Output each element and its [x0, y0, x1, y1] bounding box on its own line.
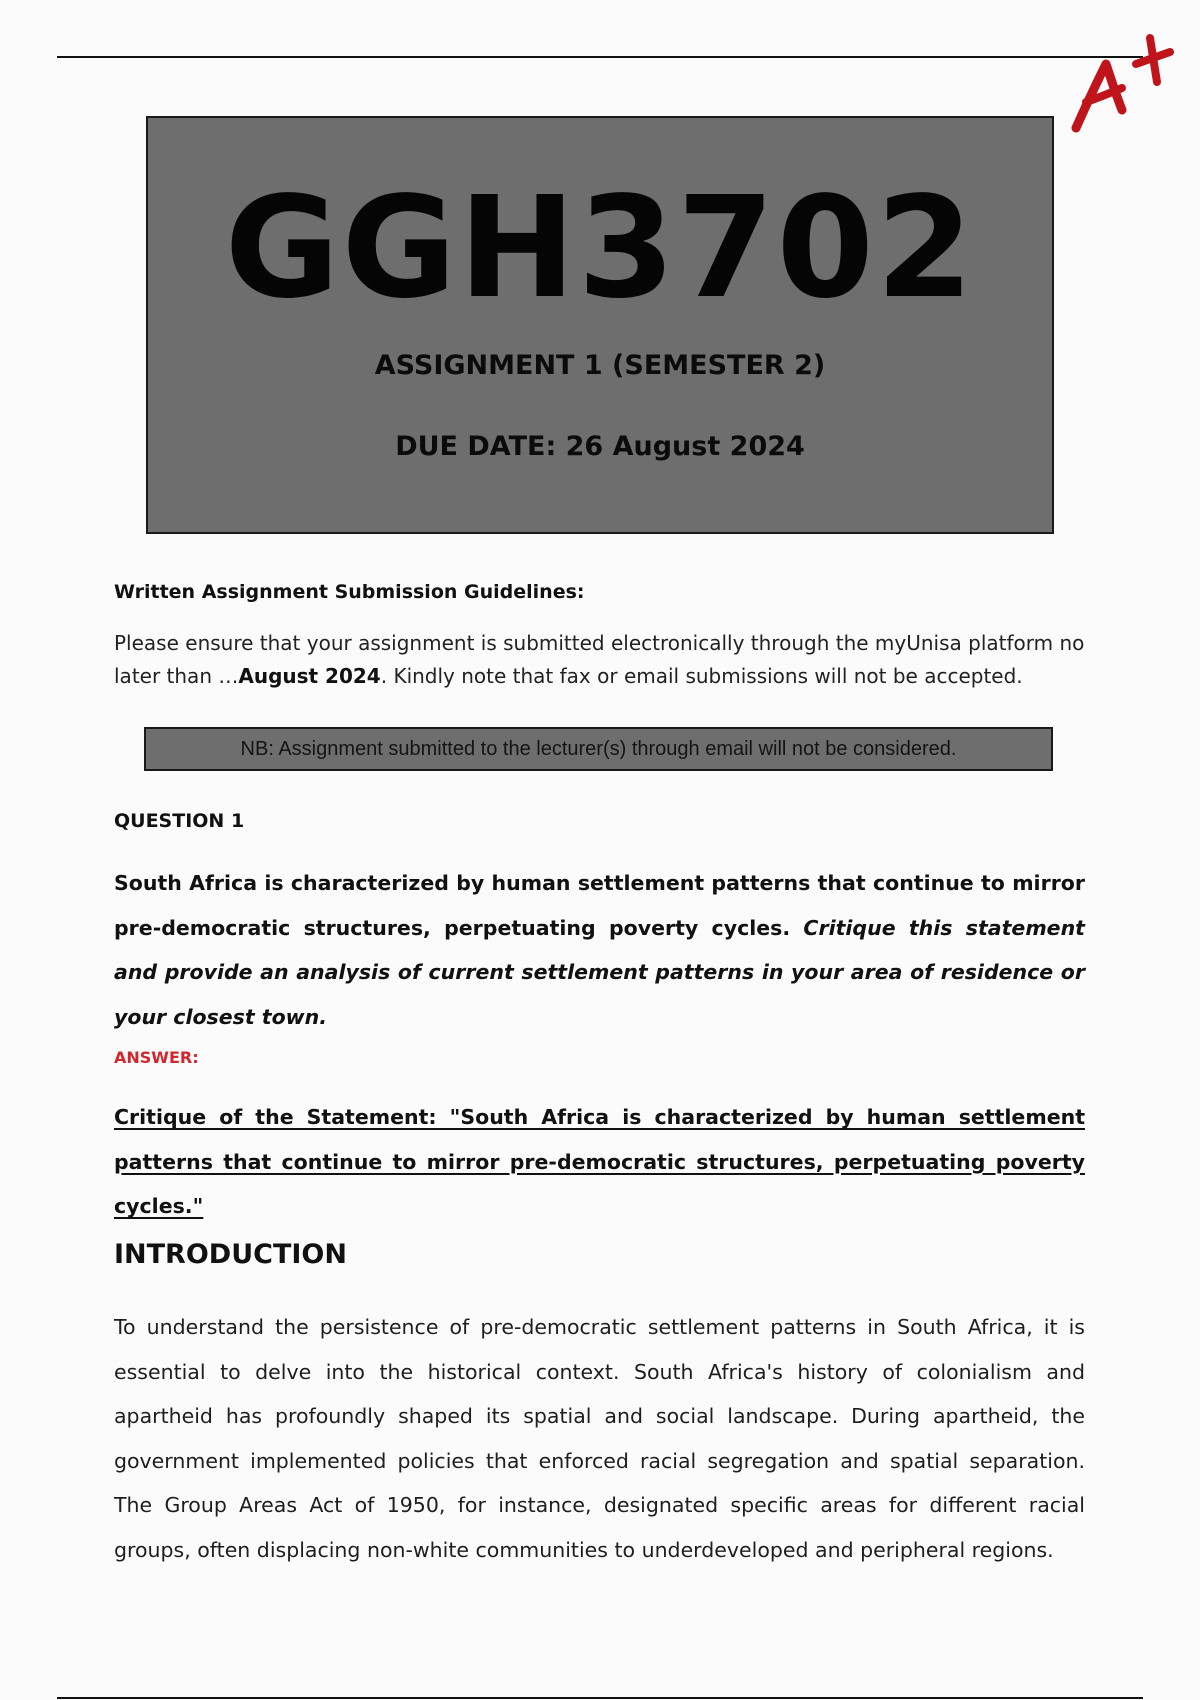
guidelines-body [114, 627, 1085, 693]
due-date: DUE DATE: 26 August 2024 [395, 431, 805, 462]
cover-banner [146, 116, 1054, 534]
guidelines-deadline: August 2024 [238, 664, 381, 688]
question-text [114, 861, 1085, 1039]
question-instruction: Critique this statement and provide an analysis of current settlement patterns in your area of residence or your closest town. [114, 915, 1085, 1029]
guidelines-heading: Written Assignment Submission Guidelines: [114, 581, 585, 603]
question-statement: South Africa is characterized by human settlement patterns that continue to mirror pre-democratic structures, perpetuating poverty cycles. [114, 871, 1085, 940]
introduction-heading: INTRODUCTION [114, 1239, 347, 1270]
critique-heading: Critique of the Statement: "South Africa is characterized by human settlement patterns that continue to mirror pre-democratic structures, perpetuating poverty cycles." [114, 1105, 1085, 1218]
question-label: QUESTION 1 [114, 810, 245, 832]
grade-stamp-a-plus [1062, 30, 1182, 140]
course-code: GGH3702 [224, 167, 976, 330]
assignment-title: ASSIGNMENT 1 (SEMESTER 2) [374, 350, 826, 381]
bottom-rule [57, 1697, 1143, 1699]
introduction-paragraph: To understand the persistence of pre-democratic settlement patterns in South Africa, it is essential to delve into the historical context. South Africa's history of colonialism and apartheid has profoundly shaped its spatial and social landscape. During apartheid, the government implemented policies that enforced racial segregation and spatial separation. The Group Areas Act of 1950, for instance, designated specific areas for different racial groups, often displacing non-white communities to underdeveloped and peripheral regions. [114, 1315, 1085, 1562]
top-rule [57, 56, 1143, 58]
answer-label: ANSWER: [114, 1048, 199, 1067]
guidelines-body-start: Please ensure that your assignment is submitted electronically through the myUnisa platform no later than … [114, 631, 1085, 688]
guidelines-body-end: . Kindly note that fax or email submissions will not be accepted. [380, 664, 1023, 688]
email-submission-notice: NB: Assignment submitted to the lecturer(s) through email will not be considered. [144, 727, 1053, 771]
